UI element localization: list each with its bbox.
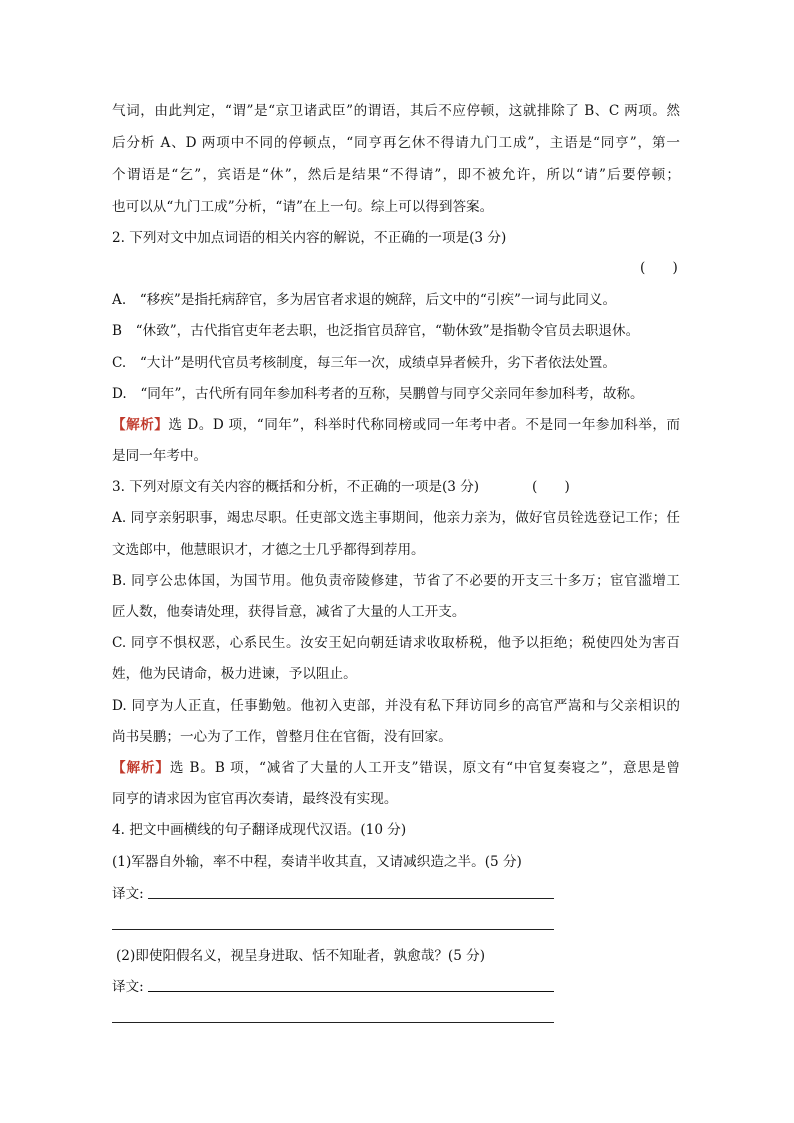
question-3-analysis-line-1 xyxy=(112,758,680,778)
question-2-option-d: D. “同年”，古代所有同年参加科考者的互称，吴鹏曾与同亨父亲同年参加科考，故称。 xyxy=(112,386,644,402)
translation-label-2: 译文: xyxy=(112,979,144,995)
question-2-analysis-line-1 xyxy=(112,415,680,435)
question-4-sentence-2: (2)即使阳假名义，视呈身进取、恬不知耻者，孰愈哉？(5 分) xyxy=(116,948,486,964)
question-2-option-c: C. “大计”是明代官员考核制度，每三年一次，成绩卓异者候升，劣下者依法处置。 xyxy=(112,355,616,371)
question-2-option-a: A. “移疾”是指托病辞官，多为居官者求退的婉辞，后文中的“引疾”一词与此同义。 xyxy=(112,292,617,308)
question-3-option-d-line-2: 尚书吴鹏；一心为了工作，曾整月住在官衙，没有回家。 xyxy=(112,729,452,745)
question-3-answer-bracket: ( ) xyxy=(532,479,570,495)
analysis-tag: 【解析】 xyxy=(112,417,169,433)
question-2-analysis-line-2: 是同一年考中。 xyxy=(112,448,208,464)
intro-line-1: 气词，由此判定，“谓”是“京卫诸武臣”的谓语，其后不应停顿，这就排除了 B、C 两项。然 xyxy=(112,103,680,119)
question-4-stem: 4. 把文中画横线的句子翻译成现代汉语。(10 分) xyxy=(112,822,407,838)
answer-line-2b[interactable] xyxy=(112,1022,554,1023)
answer-line-1b[interactable] xyxy=(112,929,554,930)
answer-line-2a[interactable] xyxy=(148,991,554,992)
question-3-analysis-line-2: 同亨的请求因为宦官再次奏请，最终没有实现。 xyxy=(112,791,398,807)
question-2-option-b: B “休致”，古代指官吏年老去职，也泛指官员辞官，“勒休致”是指勒令官员去职退休。 xyxy=(112,323,640,339)
question-3-option-a-line-1: A. 同亨亲躬职事，竭忠尽职。任吏部文选主事期间，他亲力亲为，做好官员铨选登记工作；任 xyxy=(112,510,680,526)
intro-line-4: 也可以从“九门工成”分析，“请”在上一句。综上可以得到答案。 xyxy=(112,199,494,215)
analysis-text: 选 B。B 项，“减省了大量的人工开支”错误，原文有“中官复奏寝之”，意思是曾 xyxy=(169,760,681,776)
question-2-stem: 2. 下列对文中加点词语的相关内容的解说，不正确的一项是(3 分) xyxy=(112,230,507,246)
analysis-text: 选 D。D 项，“同年”，科举时代称同榜或同一年考中者。不是同一年参加科举，而 xyxy=(168,417,681,433)
question-3-option-a-line-2: 文选郎中，他慧眼识才，才德之士几乎都得到荐用。 xyxy=(112,542,425,558)
question-3-stem: 3. 下列对原文有关内容的概括和分析，不正确的一项是(3 分) xyxy=(112,479,480,495)
question-3-option-d-line-1: D. 同亨为人正直，任事勤勉。他初入吏部，并没有私下拜访同乡的高官严嵩和与父亲相识的 xyxy=(112,698,680,714)
question-2-answer-bracket: ( ) xyxy=(640,260,678,276)
intro-line-3: 个谓语是“乞”，宾语是“休”，然后是结果“不得请”，即不被允许，所以“请”后要停顿； xyxy=(112,167,680,183)
question-3-option-b-line-1: B. 同亨公忠体国，为国节用。他负责帝陵修建，节省了不必要的开支三十多万；宦官滥增工 xyxy=(112,573,680,589)
question-3-option-c-line-2: 姓，他为民请命，极力进谏，予以阻止。 xyxy=(112,666,357,682)
question-3-option-b-line-2: 匠人数，他奏请处理，获得旨意，减省了大量的人工开支。 xyxy=(112,604,466,620)
translation-label-1: 译文: xyxy=(112,886,144,902)
intro-line-2: 后分析 A、D 两项中不同的停顿点，“同亨再乞休不得请九门工成”，主语是“同亨”，第一 xyxy=(112,135,680,151)
answer-line-1a[interactable] xyxy=(148,898,554,899)
question-3-option-c-line-1: C. 同亨不惧权恶，心系民生。汝安王妃向朝廷请求收取桥税，他予以拒绝；税使四处为害百 xyxy=(112,635,680,651)
question-4-sentence-1: (1)军器自外输，率不中程，奏请半收其直，又请减织造之半。(5 分) xyxy=(112,854,522,870)
analysis-tag: 【解析】 xyxy=(112,760,170,776)
